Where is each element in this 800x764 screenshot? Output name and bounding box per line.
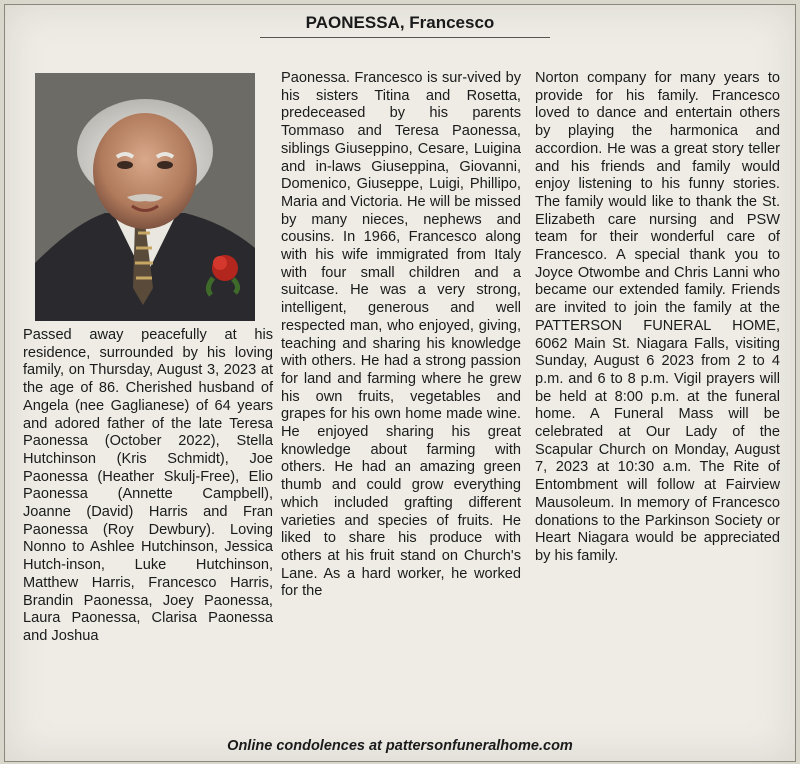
obituary-clipping [4,4,796,762]
condolences-footer: Online condolences at pattersonfuneralhome.com [227,738,573,754]
obituary-column-2: Paonessa. Francesco is sur-vived by his sisters Titina and Rosetta, predeceased by his parents Tommaso and Teresa Paonessa, siblings Giuseppino, Cesare, Luigina and in-laws Giuseppina, Giovanni, Domenico, Giuseppe, Luigi, Phillipo, Maria and Victoria. He will be missed by many nieces, nephews and cousins. In 1966, Francesco along with his wife immigrated from Italy with four small children and a suitcase. He was a very strong, intelligent, generous and well respected man, who enjoyed, giving, teaching and sharing his knowledge with others. He had a strong passion for land and farming where he grew his own fruits, vegetables and grapes for his own home made wine. He enjoyed sharing his great knowledge about farming with others. He had an amazing green thumb and could grow everything which included grafting different varieties and species of fruits. He liked to share his produce with others at his fruit stand on Church's Lane. As a hard worker, he worked for the [281,70,521,600]
title-divider [260,37,550,38]
obituary-column-1: Passed away peacefully at his residence, surrounded by his loving family, on Thursday, August 3, 2023 at the age of 86. Cherished husband of Angela (nee Gaglianese) of 64 years and adored father of the late Teresa Paonessa (October 2022), Stella Hutchinson (Kris Schmidt), Joe Paonessa (Heather Skulj-Free), Elio Paonessa (Annette Campbell), Joanne (David) Harris and Fran Paonessa (Roy Dewbury). Loving Nonno to Ashlee Hutchinson, Jessica Hutch-inson, Luke Hutchinson, Matthew Harris, Francesco Harris, Brandin Paonessa, Joey Paonessa, Laura Paonessa, Clarisa Paonessa and Joshua [23,327,273,644]
portrait-illustration [35,73,255,321]
portrait-photo [35,73,255,321]
obituary-column-3: Norton company for many years to provide for his family. Francesco loved to dance and entertain others by playing the harmonica and accordion. He was a great story teller and his friends and family would enjoy listening to his funny stories. The family would like to thank the St. Elizabeth care nursing and PSW team for their wonderful care of Francesco. A special thank you to Joyce Otwombe and Chris Lanni who became our extended family. Friends are invited to join the family at the PATTERSON FUNERAL HOME, 6062 Main St. Niagara Falls, visiting Sunday, August 6 2023 from 2 to 4 p.m. and 6 to 8 p.m. Vigil prayers will be held at 8:00 p.m. at the funeral home. A Funeral Mass will be celebrated at Our Lady of the Scapular Church on Monday, August 7, 2023 at 10:30 a.m. The Rite of Entombment will follow at Fairview Mausoleum. In memory of Francesco donations to the Parkinson Society or Heart Niagara would be appreciated by his family. [535,70,780,564]
obituary-title: PAONESSA, Francesco [305,13,495,32]
